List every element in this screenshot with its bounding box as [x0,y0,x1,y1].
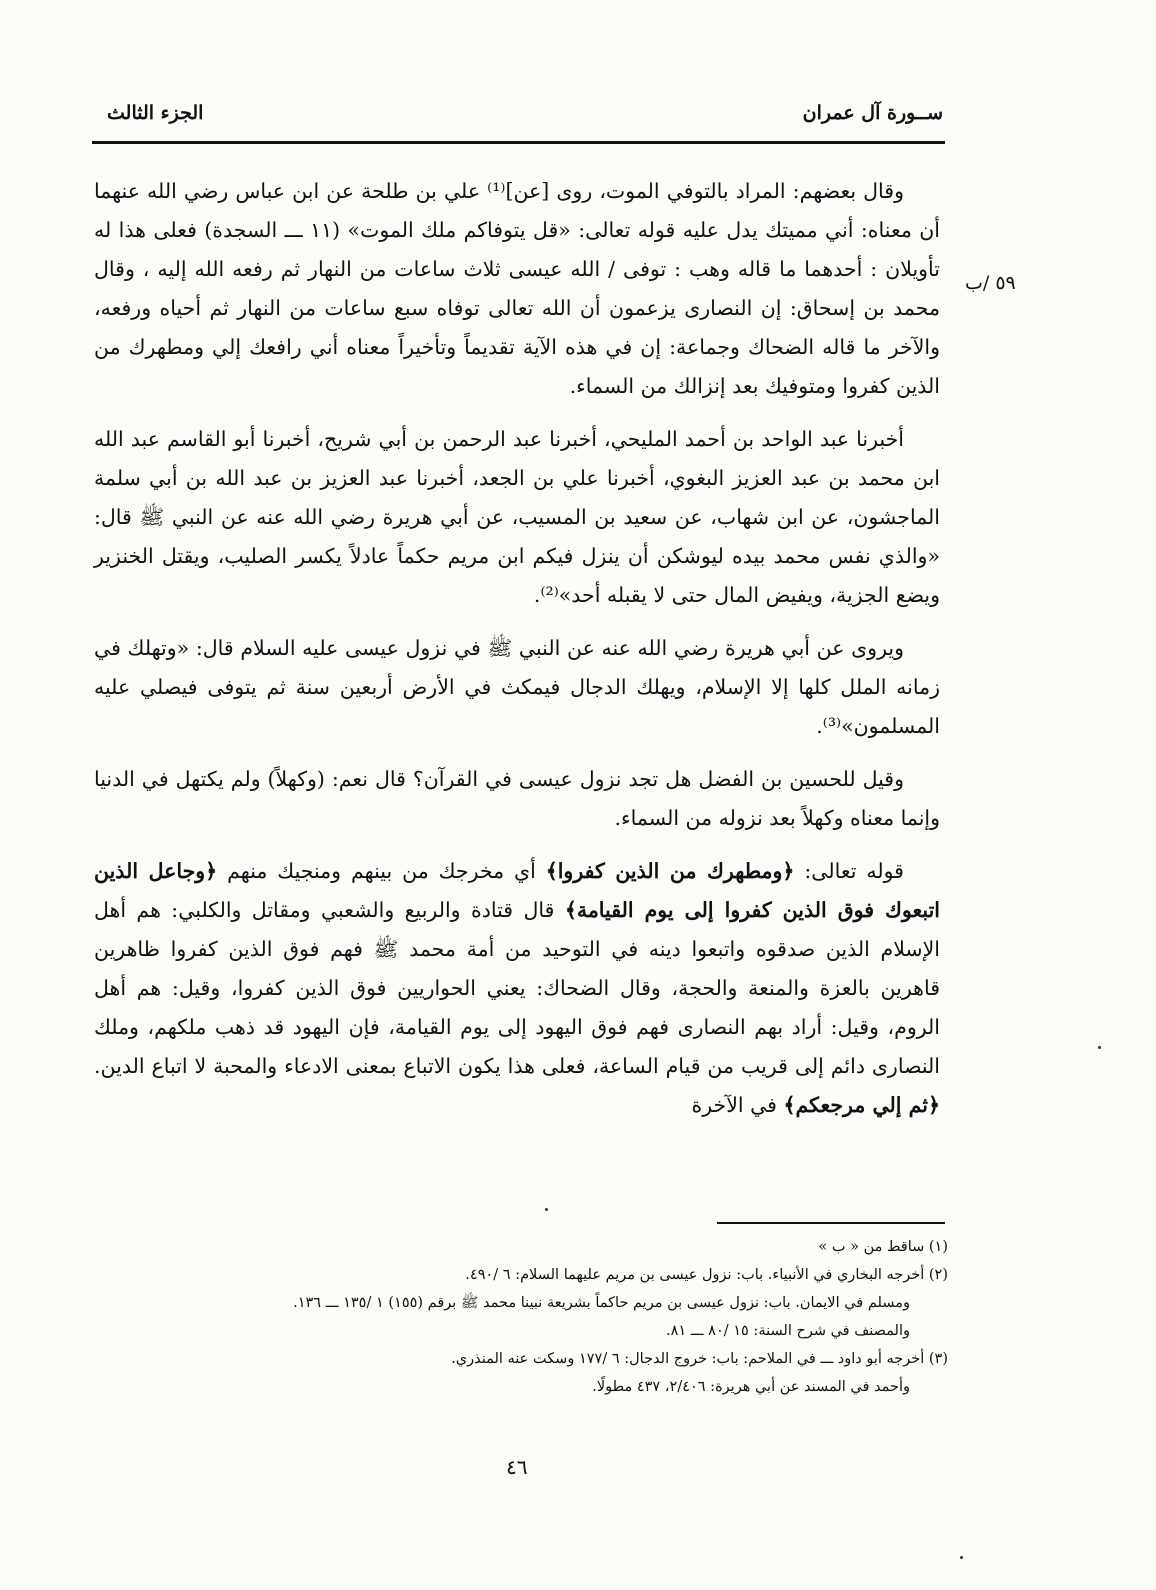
paragraph-5-text-1: أي مخرجك من بينهم ومنجيك منهم [217,859,546,883]
quran-quote-3: ﴿ثم إلي مرجعكم﴾ [783,1093,940,1117]
paragraph-5-text-2: قال قتادة والربيع والشعبي ومقاتل والكلبي: هم أهل الإسلام الذين صدقوه واتبعوا دينه في التوحيد من أمة محمد ﷺ فهم فوق الذين كفروا ظاهرين قاهرين بالعزة والمنعة والحجة، وقال الضحاك: يعني الحواريين فوق الذين كفروا، وقيل: هم أهل الروم، وقيل: أراد بهم النصارى فهم فوق اليهود إلى يوم القيامة، فإن اليهود قد ذهب ملكهم، وملك النصارى دائم إلى قريب من قيام الساعة، فعلى هذا يكون الاتباع بمعنى الادعاء والمحبة لا اتباع الدين. [94,898,940,1078]
footnote-3: (٣) أخرجه أبو داود ـــ في الملاحم: باب: خروج الدجال: ٦ /١٧٧ وسكت عنه المنذري. [451,1351,948,1367]
paragraph-2: أخبرنا عبد الواحد بن أحمد المليحي، أخبرنا عبد الرحمن بن أبي شريح، أخبرنا أبو القاسم عبد الله ابن محمد بن عبد العزيز البغوي، أخبرنا علي بن الجعد، أخبرنا عبد العزيز بن عبد الله بن أبي سلمة الماجشون، عن ابن شهاب، عن سعيد بن المسيب، عن أبي هريرة رضي الله عنه عن النبي ﷺ قال: «والذي نفس محمد بيده ليوشكن أن ينزل فيكم ابن مريم حكماً عادلاً يكسر الصليب، ويقتل الخنزير ويضع الجزية، ويفيض المال حتى لا يقبله أحد»⁽²⁾. [94,427,940,607]
manuscript-folio-marker: ٥٩ /ب [965,272,1016,294]
paragraph-1: وقال بعضهم: المراد بالتوفي الموت، روى [عن]⁽¹⁾ علي بن طلحة عن ابن عباس رضي الله عنهما أن معناه: أني مميتك يدل عليه قوله تعالى: «قل يتوفاكم ملك الموت» (١١ ـــ السجدة) فعلى هذا له تأويلان : أحدهما ما قاله وهب : توفى / الله عيسى ثلاث ساعات من النهار ثم رفعه الله إليه ، وقال محمد بن إسحاق: إن النصارى يزعمون أن الله تعالى توفاه سبع ساعات من النهار ثم أحياه ورفعه، والآخر ما قاله الضحاك وجماعة: إن في هذه الآية تقديماً وتأخيراً معناه أني رافعك إلي ومطهرك من الذين كفروا ومتوفيك بعد إنزالك من السماء. [94,179,940,398]
footnotes [170,1233,948,1401]
paragraph-5 [94,852,940,1125]
footnote-1: (١) ساقط من « ب » [818,1239,948,1255]
page-number: ٤٦ [506,1455,528,1479]
footnote-2-continuation-2: والمصنف في شرح السنة: ١٥ /٨٠ ـــ ٨١. [666,1323,910,1339]
footnote-2: (٢) أخرجه البخاري في الأنبياء. باب: نزول عيسى بن مريم عليهما السلام: ٦ /٤٩٠. [465,1267,948,1283]
quran-quote-2: ﴿وجاعل الذين اتبعوك فوق الذين كفروا إلى يوم القيامة﴾ [94,859,940,922]
paragraph-3: ويروى عن أبي هريرة رضي الله عنه عن النبي ﷺ في نزول عيسى عليه السلام قال: «وتهلك في زمانه الملل كلها إلا الإسلام، ويهلك الدجال فيمكث في الأرض أربعين سنة ثم يتوفى فيصلي عليه المسلمون»⁽³⁾. [94,636,940,738]
scan-speck [1098,1046,1101,1049]
footnote-divider [717,1222,945,1224]
surah-title: ســورة آل عمران [802,102,943,124]
part-label: الجزء الثالث [107,102,204,124]
scan-speck [545,1208,548,1211]
quran-quote-1: ﴿ومطهرك من الذين كفروا﴾ [545,859,795,883]
footnote-3-continuation: وأحمد في المسند عن أبي هريرة: ٢/٤٠٦، ٤٣٧ مطولًا. [592,1379,910,1395]
scan-speck [960,1556,963,1559]
paragraph-4: وقيل للحسين بن الفضل هل تجد نزول عيسى في القرآن؟ قال نعم: (وكهلاً) ولم يكتهل في الدنيا وإنما معناه وكهلاً بعد نزوله من السماء. [94,767,940,830]
paragraph-5-intro: قوله تعالى: [794,859,904,883]
paragraph-5-text-3: في الآخرة [691,1093,784,1117]
header-divider [92,141,945,144]
footnote-2-continuation-1: ومسلم في الايمان. باب: نزول عيسى بن مريم حاكماً بشريعة نبينا محمد ﷺ برقم (١٥٥) ١ /١٣٥ ـــ ١٣٦. [293,1295,910,1311]
main-text [94,172,940,1125]
